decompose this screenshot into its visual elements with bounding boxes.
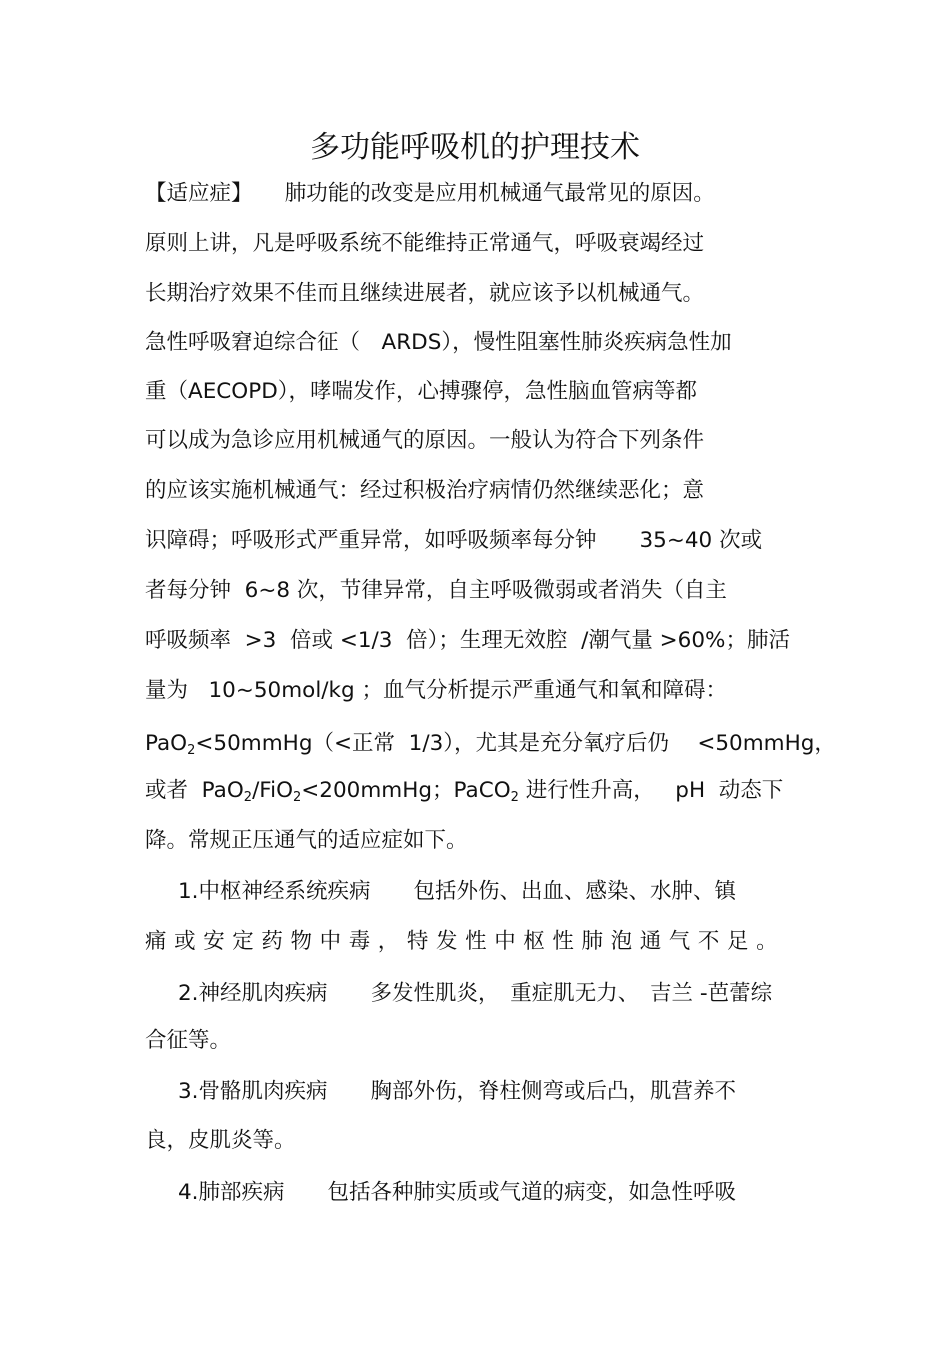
paragraph-line: 可以成为急诊应用机械通气的原因。一般认为符合下列条件 (145, 428, 705, 453)
paragraph-line: 急性呼吸窘迫综合征（ ARDS），慢性阻塞性肺炎疾病急性加 (145, 330, 732, 355)
subscript: 2 (243, 790, 253, 805)
paragraph-line: 长期治疗效果不佳而且继续进展者，就应该予以机械通气。 (145, 281, 705, 306)
paragraph-line (145, 731, 836, 758)
paragraph-line: 原则上讲，凡是呼吸系统不能维持正常通气，呼吸衰竭经过 (145, 231, 705, 256)
document-title: 多功能呼吸机的护理技术 (310, 130, 640, 165)
paragraph-line: 痛或安定药物中毒，特发性中枢性肺泡通气不足。 (145, 929, 786, 954)
paragraph-line: 降。常规正压通气的适应症如下。 (145, 828, 468, 853)
subscript: 2 (510, 790, 519, 805)
list-item: 2.神经肌肉疾病 多发性肌炎， 重症肌无力、 吉兰 -芭蕾综 (178, 981, 773, 1006)
formula-text: PaO (145, 731, 188, 756)
paragraph-line: 良，皮肌炎等。 (145, 1128, 296, 1153)
subscript: 2 (187, 743, 196, 758)
paragraph-line: 识障碍；呼吸形式严重异常，如呼吸频率每分钟 35~40 次或 (145, 528, 763, 553)
formula-text: <50mmHg（<正常 1/3），尤其是充分氧疗后仍 <50mmHg， (195, 731, 836, 756)
paragraph-line: 呼吸频率 >3 倍或 <1/3 倍）；生理无效腔 /潮气量 >60%；肺活 (145, 628, 790, 653)
paragraph-line: 者每分钟 6~8 次，节律异常，自主呼吸微弱或者消失（自主 (145, 578, 727, 603)
paragraph-line (145, 778, 784, 805)
paragraph-line: 量为 10~50mol/kg ；血气分析提示严重通气和氧和障碍： (145, 678, 727, 703)
formula-text: 进行性升高， pH 动态下 (518, 778, 784, 803)
paragraph-line: 【适应症】 肺功能的改变是应用机械通气最常见的原因。 (145, 181, 715, 206)
subscript: 2 (293, 790, 302, 805)
list-item: 1.中枢神经系统疾病 包括外伤、出血、感染、水肿、镇 (178, 879, 737, 904)
formula-text: /FiO (252, 778, 294, 803)
paragraph-line: 合征等。 (145, 1028, 232, 1053)
paragraph-line: 的应该实施机械通气：经过积极治疗病情仍然继续恶化；意 (145, 478, 705, 503)
formula-text: <200mmHg；PaCO (301, 778, 511, 803)
formula-text: 或者 PaO (145, 778, 244, 803)
list-item: 4.肺部疾病 包括各种肺实质或气道的病变，如急性呼吸 (178, 1180, 737, 1205)
paragraph-line: 重（AECOPD），哮喘发作，心搏骤停，急性脑血管病等都 (145, 379, 698, 404)
list-item: 3.骨骼肌肉疾病 胸部外伤，脊柱侧弯或后凸，肌营养不 (178, 1079, 737, 1104)
